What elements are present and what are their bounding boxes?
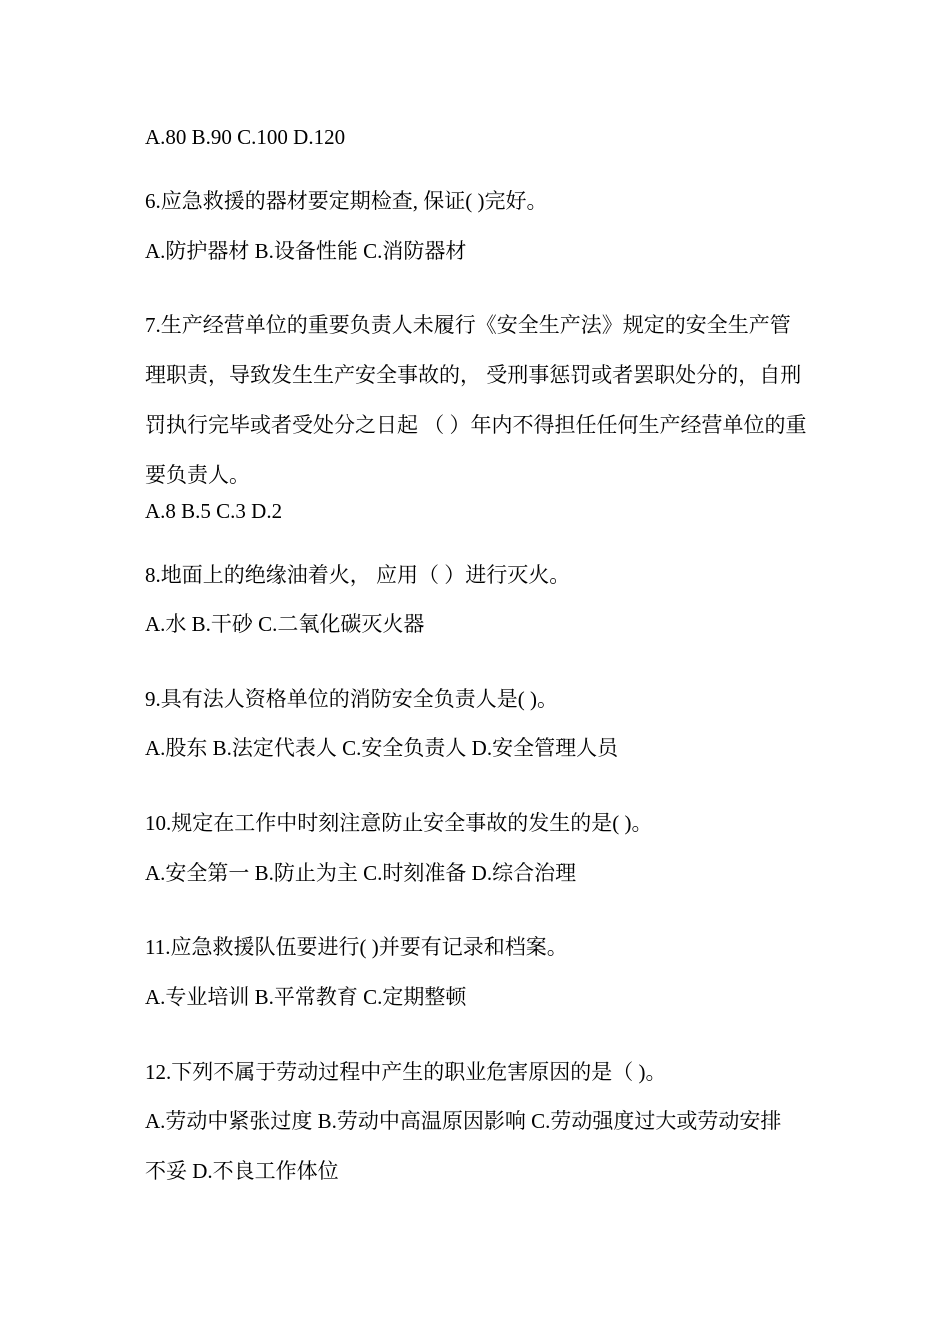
q5-options: A.80 B.90 C.100 D.120 <box>145 125 346 149</box>
q11-options: A.专业培训 B.平常教育 C.定期整顿 <box>145 985 467 1009</box>
q8-options: A.水 B.干砂 C.二氧化碳灭火器 <box>145 612 425 636</box>
q6-options: A.防护器材 B.设备性能 C.消防器材 <box>145 239 467 263</box>
q12-options-line2: 不妥 D.不良工作体位 <box>145 1159 339 1183</box>
q7-question: 7.生产经营单位的重要负责人未履行《安全生产法》规定的安全生产管理职责，导致发生生产安全事故的， 受刑事惩罚或者罢职处分的，自刑罚执行完毕或者受处分之日起 （ ）年内不得担任任何生产经营单位的重要负责人。 <box>145 313 807 487</box>
q9-options: A.股东 B.法定代表人 C.安全负责人 D.安全管理人员 <box>145 736 619 760</box>
q10-question: 10.规定在工作中时刻注意防止安全事故的发生的是( )。 <box>145 811 653 835</box>
q12-question: 12.下列不属于劳动过程中产生的职业危害原因的是（ )。 <box>145 1060 667 1084</box>
q6-question: 6.应急救援的器材要定期检查, 保证( )完好。 <box>145 189 548 213</box>
q8-question: 8.地面上的绝缘油着火， 应用（ ）进行灭火。 <box>145 563 571 587</box>
q12-options-line1: A.劳动中紧张过度 B.劳动中高温原因影响 C.劳动强度过大或劳动安排 <box>145 1109 782 1133</box>
q9-question: 9.具有法人资格单位的消防安全负责人是( )。 <box>145 687 558 711</box>
q7-options: A.8 B.5 C.3 D.2 <box>145 499 283 523</box>
q11-question: 11.应急救援队伍要进行( )并要有记录和档案。 <box>145 935 568 959</box>
q10-options: A.安全第一 B.防止为主 C.时刻准备 D.综合治理 <box>145 861 577 885</box>
